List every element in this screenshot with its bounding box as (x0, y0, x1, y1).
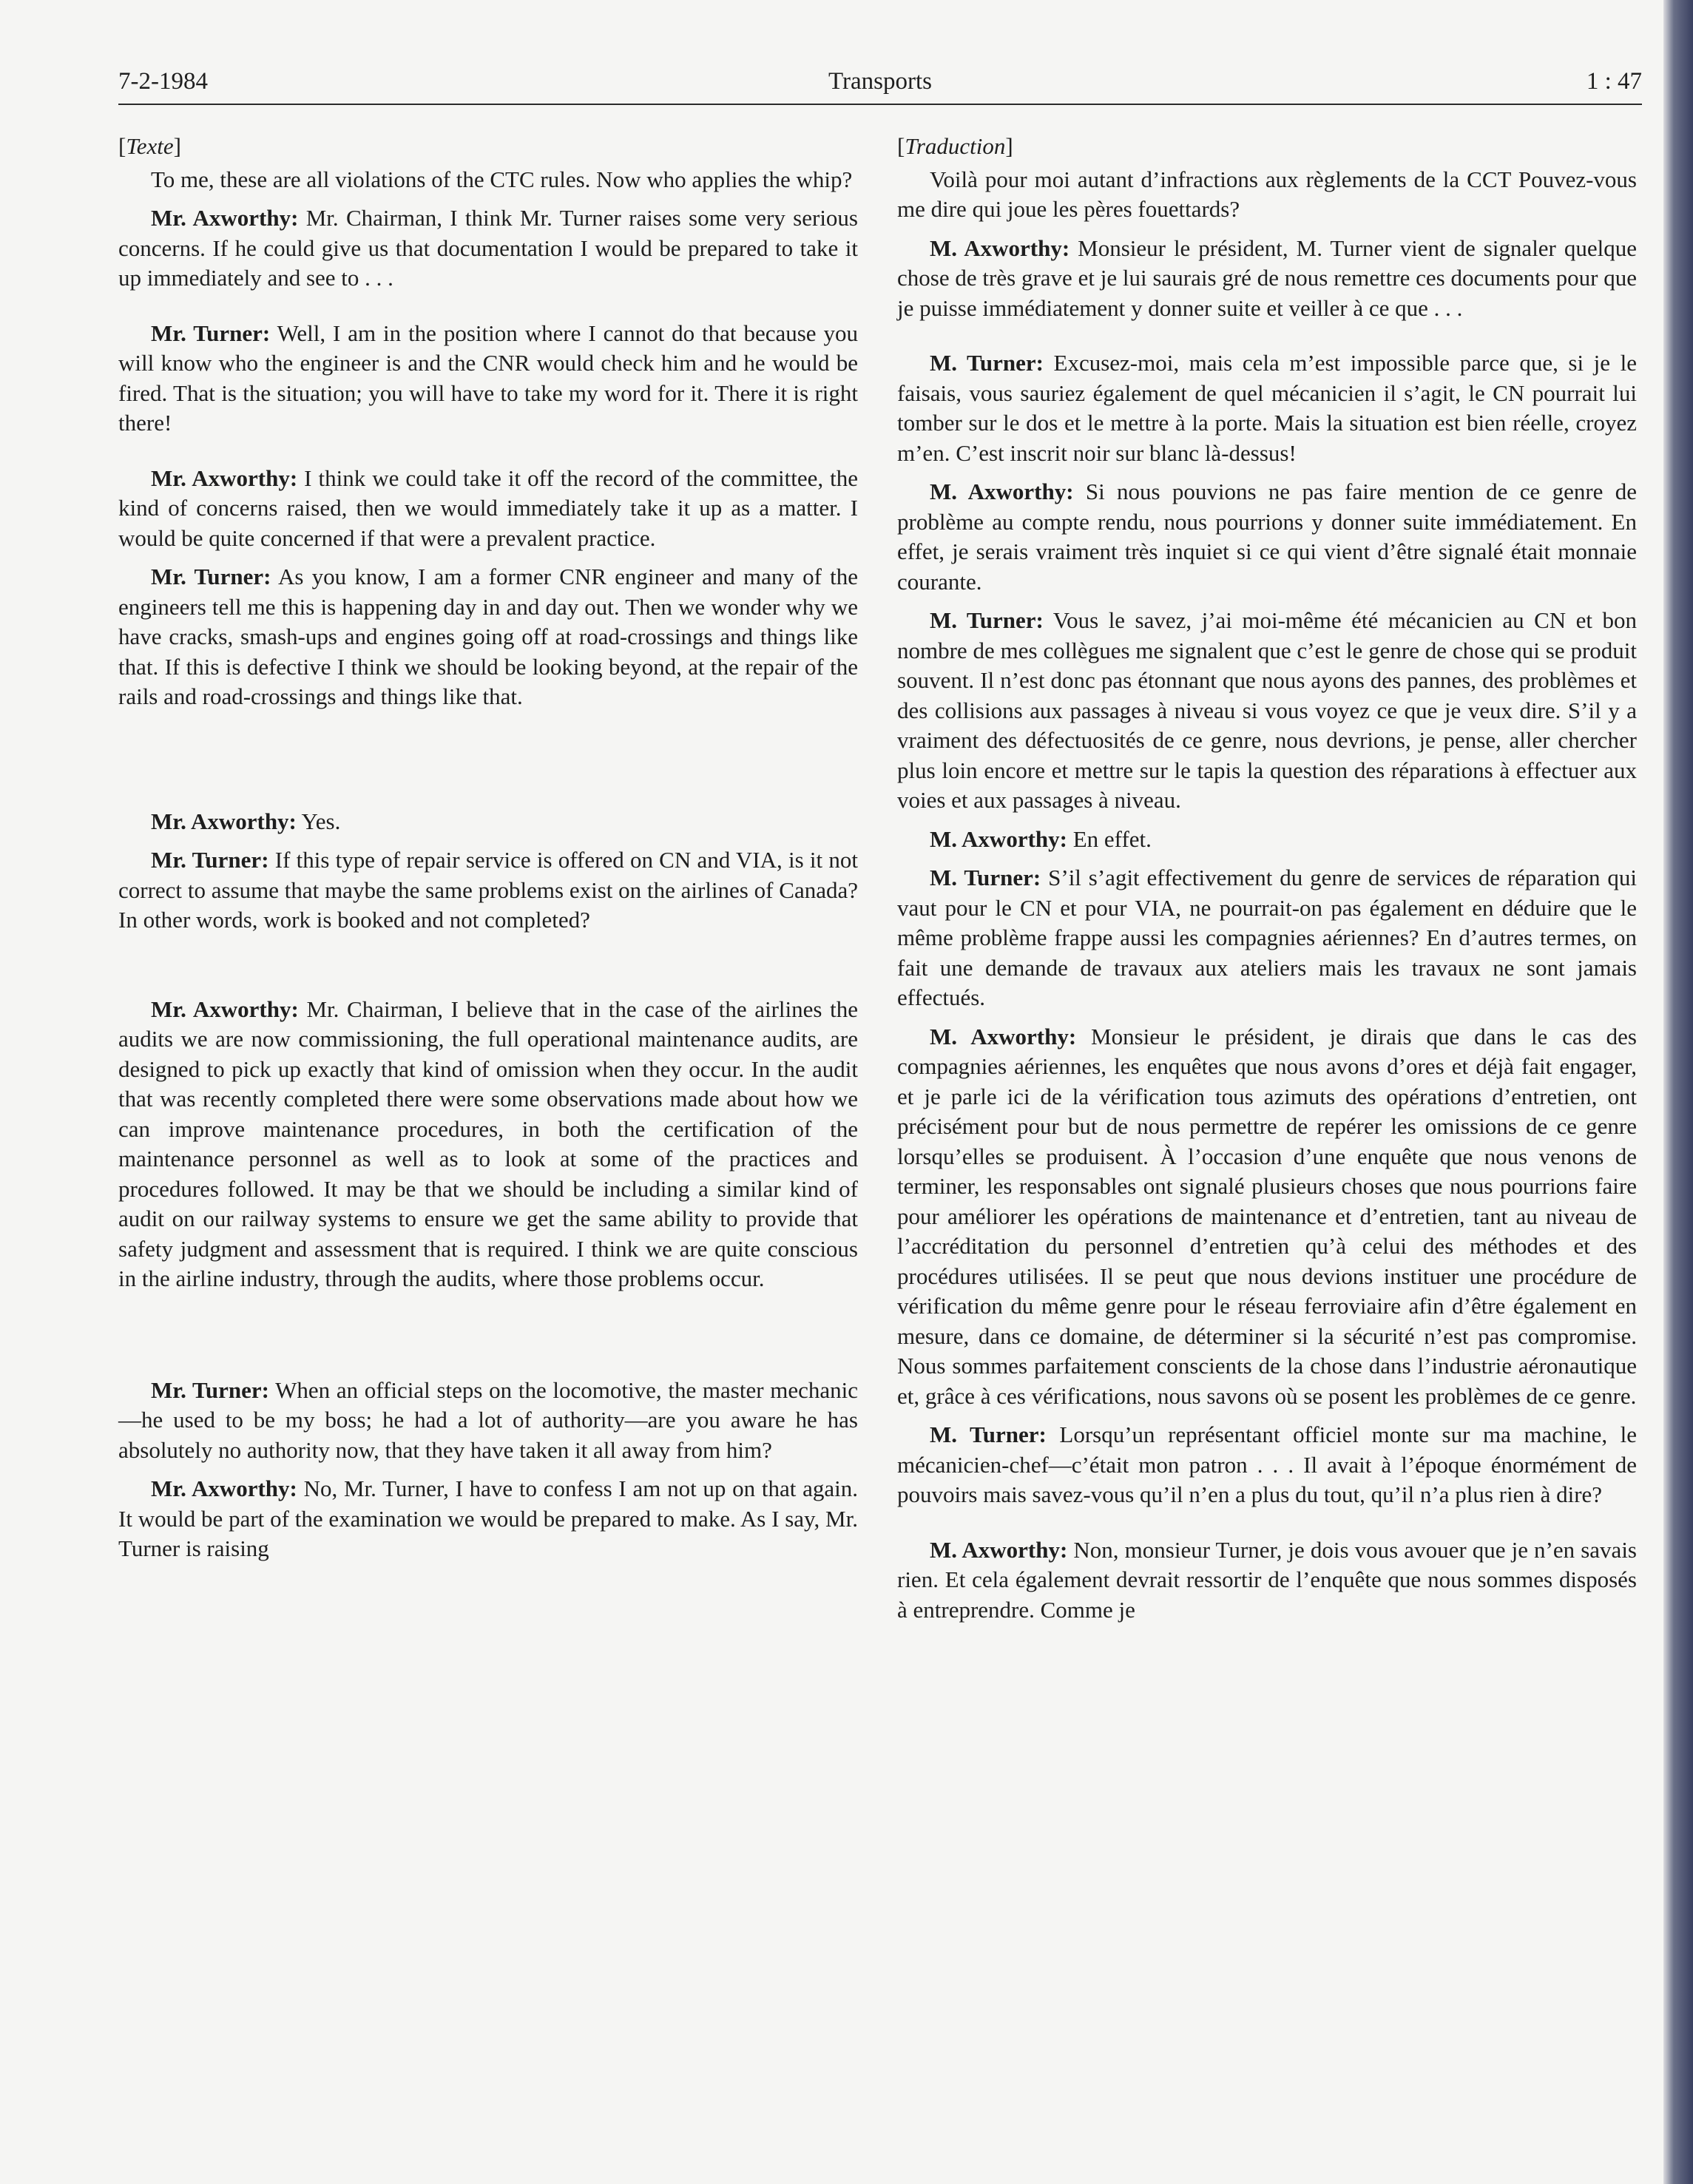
speaker-name: M. Axworthy: (930, 1536, 1068, 1563)
paragraph: Mr. Turner: When an official steps on the locomotive, the master mechanic—he used to be my boss; he had a lot of authority—are you aware he has absolutely no authority now, that they have taken it all away from him? (118, 1376, 858, 1463)
speaker-name: Mr. Axworthy: (151, 464, 298, 491)
paragraph: M. Turner: Excusez-moi, mais cela m’est impossible parce que, si je le faisais, vous sauriez également de quel mécanicien il s’agit, le CN pourrait lui tomber sur le dos et le mettre à la porte. Mais la situation est bien réelle, croyez m’en. C’est inscrit noir sur blanc là-dessus! (897, 350, 1637, 466)
paragraph: Mr. Turner: As you know, I am a former CNR engineer and many of the engineers tell me this is happening day in and day out. Then we wonder why we have cracks, smash-ups and engines going off at road-crossings and things like that. If this is defective I think we should be looking beyond, at the repair of the rails and road-crossings and things like that. (118, 564, 858, 709)
paragraph: Mr. Turner: If this type of repair service is offered on CN and VIA, is it not correct to assume that maybe the same problems exist on the airlines of Canada? In other words, work is booked and not completed? (118, 847, 858, 933)
section-label-english: [Texte] (118, 133, 181, 159)
running-header (118, 65, 1642, 105)
speaker-name: M. Turner: (930, 865, 1041, 890)
paragraph: M. Axworthy: En effet. (930, 825, 1152, 852)
header-date: 7-2-1984 (118, 68, 208, 95)
speaker-name: M. Axworthy: (930, 479, 1074, 504)
paragraph: Voilà pour moi autant d’infractions aux règlements de la CCT Pouvez-vous me dire qui joue les pères fouettards? (897, 166, 1637, 222)
paragraph: M. Turner: S’il s’agit effectivement du genre de services de réparation qui vaut pour le CN et pour VIA, ne pourrait-on pas également en déduire que le même problème frappe aussi les compagnies aériennes? En d’autres termes, on fait une demande de travaux aux ateliers mais les travaux ne sont jamais effectués. (897, 865, 1637, 1010)
speaker-name: M. Axworthy: (930, 1023, 1077, 1049)
french-column (897, 132, 1637, 1634)
speaker-name: M. Axworthy: (930, 234, 1070, 261)
paragraph: Mr. Axworthy: I think we could take it off the record of the committee, the kind of concerns raised, then we would immediately take it up as a matter. I would be quite concerned if that were a prevalent practice. (118, 464, 858, 551)
speaker-name: Mr. Axworthy: (151, 205, 299, 231)
speaker-name: M. Turner: (930, 1421, 1047, 1447)
speaker-name: M. Axworthy: (930, 825, 1067, 852)
paragraph: M. Axworthy: Si nous pouvions ne pas faire mention de ce genre de problème au compte rendu, nous pourrions y donner suite immédiatement. En effet, je serais vraiment très inquiet si ce qui vient d’être signalé était monnaie courante. (897, 479, 1637, 595)
speaker-name: Mr. Turner: (151, 564, 271, 589)
paragraph: Mr. Axworthy: Mr. Chairman, I think Mr. Turner raises some very serious concerns. If he could give us that documentation I would be prepared to take it up immediately and see to . . . (118, 205, 858, 291)
paragraph: Mr. Turner: Well, I am in the position where I cannot do that because you will know who the engineer is and the CNR would check him and he would be fired. That is the situation; you will have to take my word for it. There it is right there! (118, 320, 858, 436)
page-edge (1663, 0, 1693, 2184)
paragraph: M. Turner: Lorsqu’un représentant officiel monte sur ma machine, le mécanicien-chef—c’était mon patron . . . Il avait à l’époque énormément de pouvoirs mais savez-vous qu’il n’en a plus du tout, qu’il n’a plus rien à dire? (897, 1421, 1637, 1507)
paragraph: M. Axworthy: Monsieur le président, je dirais que dans le cas des compagnies aériennes, les enquêtes que nous avons d’ores et déjà fait engager, et je parle ici de la vérification tous azimuts des opérations d’entretien, ont précisément pour but de nous permettre de repérer les omissions de ce genre lorsqu’elles se produisent. À l’occasion d’une enquête que nous venons de terminer, les responsables ont signalé plusieurs choses que nous pourrions faire pour améliorer les opérations de maintenance et d’entretien, tant au niveau de l’accréditation du personnel d’entretien qu’à celui des méthodes et des procédures utilisées. Il se peut que nous devions instituer une procédure de vérification du même genre pour le réseau ferroviaire afin d’être également en mesure, dans ce domaine, de déterminer si la sécurité n’est pas compromise. Nous sommes parfaitement conscients de la chose dans l’industrie aéronautique et, grâce à ces vérifications, nous savons où se posent les problèmes de ce genre. (897, 1023, 1637, 1409)
paragraph: M. Turner: Vous le savez, j’ai moi-même été mécanicien au CN et bon nombre de mes collègues me signalent que c’est le genre de chose qui se produit souvent. Il n’est donc pas étonnant que nous ayons des pannes, des problèmes et des collisions aux passages à niveau si vous voyez ce que je veux dire. S’il y a vraiment des défectuosités de ce genre, nous devrions, je pense, aller chercher plus loin encore et mettre sur le tapis la question des réparations à effectuer aux voies et aux passages à niveau. (897, 607, 1637, 813)
paragraph: Mr. Axworthy: Mr. Chairman, I believe that in the case of the airlines the audits we are now commissioning, the full operational maintenance audits, are designed to pick up exactly that kind of omission when they occur. In the audit that was recently completed there were some observations made about how we can improve maintenance procedures, in both the certification of the maintenance personnel as well as to look at some of the practices and procedures followed. It may be that we should be including a similar kind of audit on our railway systems to ensure we get the same ability to provide that safety judgment and assessment that is required. I think we are quite conscious in the airline industry, through the audits, where those problems occur. (118, 995, 858, 1291)
speaker-name: Mr. Turner: (151, 847, 269, 873)
header-page-number: 1 : 47 (1586, 68, 1642, 95)
speaker-name: M. Turner: (930, 607, 1044, 633)
speaker-name: Mr. Axworthy: (151, 995, 299, 1022)
header-title: Transports (828, 68, 932, 95)
english-column (118, 132, 858, 1573)
paragraph: To me, these are all violations of the CTC rules. Now who applies the whip? (151, 166, 853, 192)
speaker-name: M. Turner: (930, 350, 1044, 376)
speaker-name: Mr. Turner: (151, 1376, 269, 1403)
speaker-name: Mr. Axworthy: (151, 808, 297, 834)
section-label-french: [Traduction] (897, 133, 1013, 159)
paragraph: Mr. Axworthy: No, Mr. Turner, I have to confess I am not up on that again. It would be part of the examination we would be prepared to make. As I say, Mr. Turner is raising (118, 1475, 858, 1561)
paragraph: M. Axworthy: Monsieur le président, M. Turner vient de signaler quelque chose de très grave et je lui saurais gré de nous remettre ces documents pour que je puisse immédiatement y donner suite et veiller à ce que . . . (897, 234, 1637, 321)
paragraph: Mr. Axworthy: Yes. (151, 808, 341, 834)
paragraph: M. Axworthy: Non, monsieur Turner, je dois vous avouer que je n’en savais rien. Et cela également devrait ressortir de l’enquête que nous sommes disposés à entreprendre. Comme je (897, 1536, 1637, 1623)
speaker-name: Mr. Turner: (151, 320, 271, 346)
speaker-name: Mr. Axworthy: (151, 1475, 297, 1501)
